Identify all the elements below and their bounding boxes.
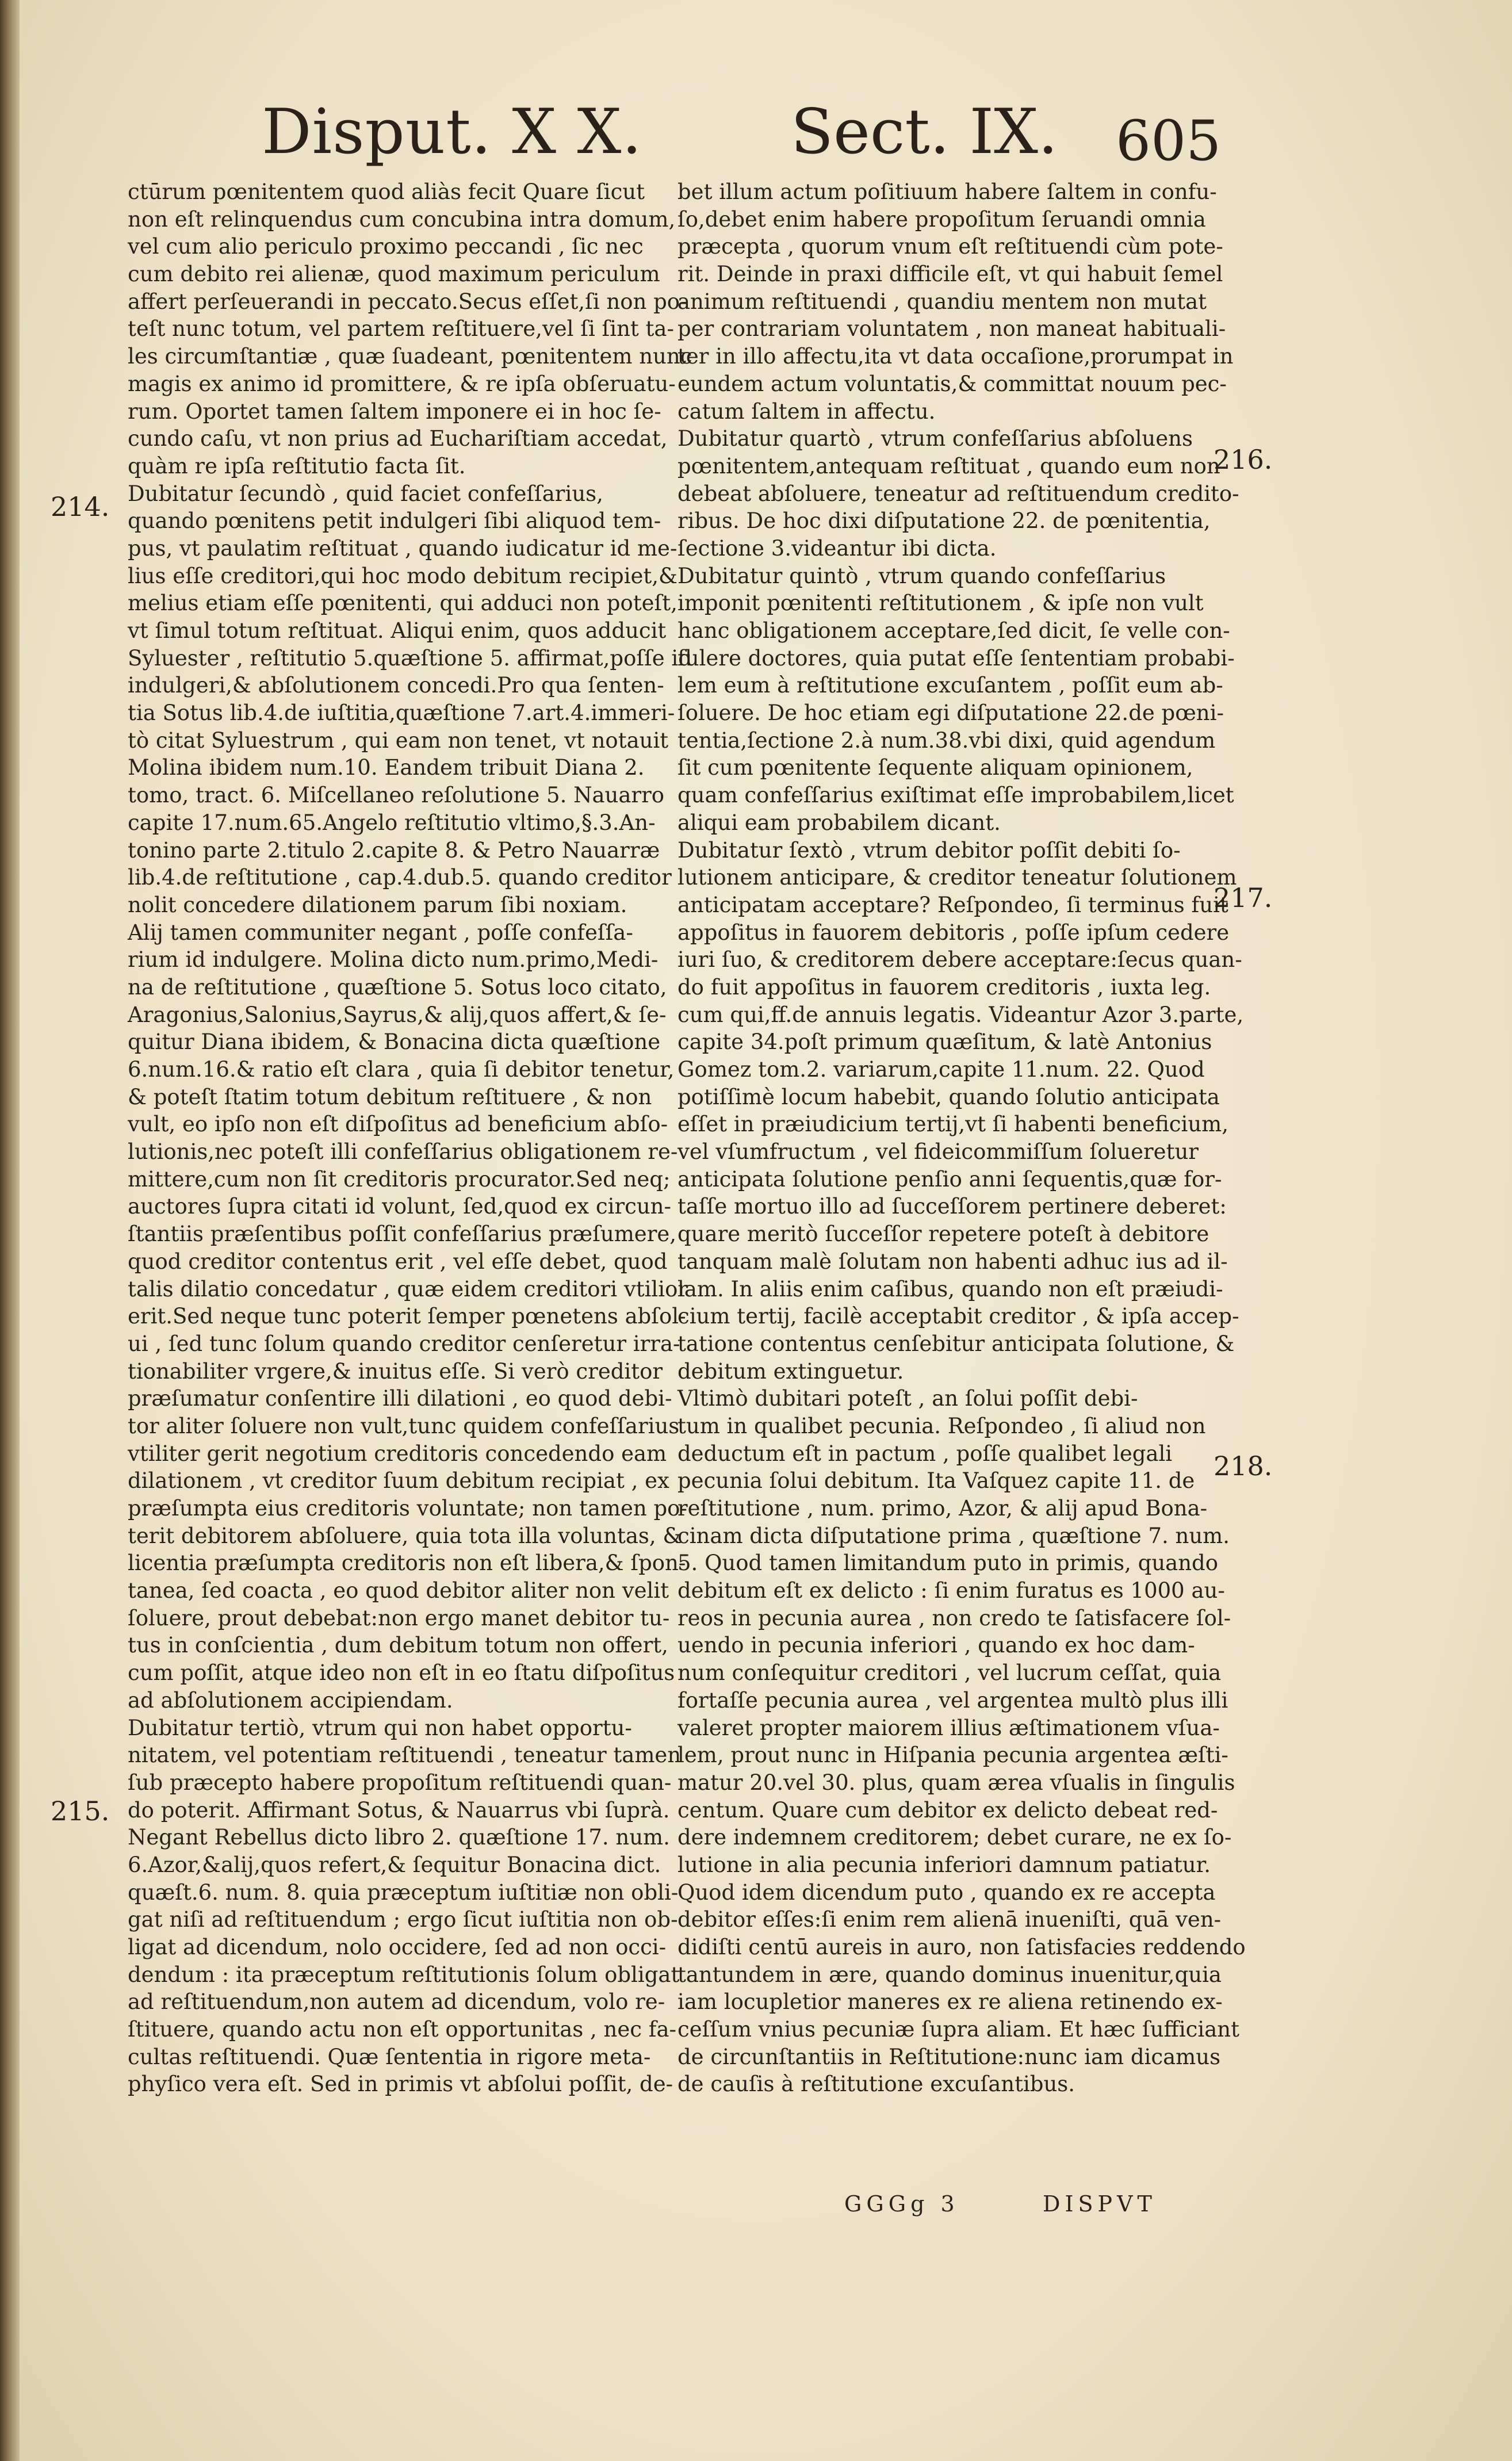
text-line: uendo in pecunia inferiori , quando ex hoc dam- (677, 1633, 1195, 1658)
text-line: vult, eo ipſo non eſt diſpoſitus ad beneficium abſo- (128, 1112, 668, 1137)
text-line: fortaſſe pecunia aurea , vel argentea multò plus illi (677, 1687, 1228, 1713)
text-line: ceſſum vnius pecuniæ ſupra aliam. Et hæc ſufficiant (677, 2017, 1239, 2042)
text-line: præſumatur conſentire illi dilationi , eo quod debi- (128, 1386, 672, 1411)
text-line: ſoluere. De hoc etiam egi diſputatione 22.de pœni- (677, 701, 1224, 726)
text-line: lib.4.de reſtitutione , cap.4.dub.5. quando creditor (128, 865, 672, 890)
margin-number-218: 218. (1214, 1450, 1273, 1482)
text-line: tentia,ſectione 2.à num.38.vbi dixi, quid agendum (677, 728, 1216, 753)
text-line: tum in qualibet pecunia. Reſpondeo , ſi aliud non (677, 1413, 1206, 1438)
text-line: rium id indulgere. Molina dicto num.primo,Medi- (128, 947, 659, 973)
text-line: tus in conſcientia , dum debitum totum non offert, (128, 1633, 668, 1658)
text-line: talis dilatio concedatur , quæ eidem creditori vtilior (128, 1276, 688, 1302)
running-head-disputation: Disput. X X. (262, 96, 642, 168)
text-line: Dubitatur ſecundò , quid faciet confeſſarius, (128, 481, 603, 506)
text-line: vtiliter gerit negotium creditoris concedendo eam (128, 1441, 667, 1466)
text-line: terit debitorem abſoluere, quia tota illa voluntas, & (128, 1523, 682, 1548)
text-line: melius etiam eſſe pœnitenti, qui adduci non poteſt, (128, 591, 677, 616)
text-line: bet illum actum poſitiuum habere ſaltem in confu- (677, 179, 1217, 204)
signature-mark: GGGg 3 (844, 2191, 959, 2217)
text-line: non eſt relinquendus cum concubina intra domum, (128, 206, 676, 232)
text-line: debeat abſoluere, teneatur ad reſtituendum credito- (677, 481, 1239, 506)
text-line: didiſti centū aureis in auro, non ſatisfacies reddendo (677, 1935, 1246, 1959)
text-line: taſſe mortuo illo ad ſucceſſorem pertinere deberet: (677, 1194, 1227, 1219)
text-line: rum. Oportet tamen ſaltem imponere ei in hoc ſe- (128, 399, 661, 424)
text-line: rit. Deinde in praxi difficile eſt, vt qui habuit ſemel (677, 262, 1223, 287)
text-line: teſt nunc totum, vel partem reſtituere,vel ſi ſint ta- (128, 316, 674, 342)
text-line: Alij tamen communiter negant , poſſe confeſſa- (128, 920, 633, 945)
text-line: auctores ſupra citati id volunt, ſed,quod ex circun- (128, 1194, 672, 1219)
text-line: num conſequitur creditori , vel lucrum ceſſat, quia (677, 1660, 1222, 1686)
text-line: nolit concedere dilationem parum ſibi noxiam. (128, 892, 627, 917)
text-line: appoſitus in fauorem debitoris , poſſe ipſum cedere (677, 920, 1230, 945)
text-line: deductum eſt in pactum , poſſe qualibet legali (677, 1441, 1173, 1466)
text-line: debitum eſt ex delicto : ſi enim furatus es 1000 au- (677, 1578, 1225, 1603)
text-line: debitor eſſes:ſi enim rem alienā inueniſti, quā ven- (677, 1907, 1222, 1932)
text-line: cundo caſu, vt non prius ad Euchariſtiam accedat, (128, 426, 668, 451)
text-line: lutione in alia pecunia inferiori damnum patiatur. (677, 1852, 1211, 1877)
catchword: DISPVT (1043, 2191, 1157, 2217)
text-line: affert perſeuerandi in peccato.Secus eſſet,ſi non po- (128, 289, 687, 314)
page-number: 605 (1116, 109, 1222, 173)
margin-number-216: 216. (1214, 444, 1273, 475)
text-line: mittere,cum non ſit creditoris procurator.Sed neq; (128, 1166, 671, 1192)
text-line: ſtituere, quando actu non eſt opportunitas , nec fa- (128, 2017, 677, 2042)
text-line: cum qui,ff.de annuis legatis. Videantur Azor 3.parte, (677, 1002, 1244, 1027)
text-line: quando pœnitens petit indulgeri ſibi aliquod tem- (128, 508, 661, 534)
text-line: ribus. De hoc dixi diſputatione 22. de pœnitentia, (677, 508, 1211, 534)
text-line: tantundem in ære, quando dominus inuenitur,quia (677, 1962, 1222, 1987)
text-line: Dubitatur quintò , vtrum quando confeſſarius (677, 563, 1166, 588)
text-line: Molina ibidem num.10. Eandem tribuit Diana 2. (128, 755, 645, 780)
text-line: Syluester , reſtitutio 5.quæſtione 5. affirmat,poſſe id (128, 645, 692, 671)
text-line: Dubitatur tertiò, vtrum qui non habet opportu- (128, 1715, 632, 1740)
text-line: ſit cum pœnitente ſequente aliquam opinionem, (677, 755, 1193, 780)
text-line: ſo,debet enim habere propoſitum ſeruandi omnia (677, 206, 1206, 232)
text-line: potiſſimè locum habebit, quando ſolutio anticipata (677, 1084, 1220, 1109)
text-line: quitur Diana ibidem, & Bonacina dicta quæſtione (128, 1029, 661, 1055)
text-line: iam locupletior maneres ex re aliena retinendo ex- (677, 1989, 1223, 2015)
text-line: dendum : ita præceptum reſtitutionis ſolum obligat (128, 1962, 680, 1987)
text-line: tatione contentus cenſebitur anticipata ſolutione, & (677, 1331, 1235, 1356)
text-line: tò citat Syluestrum , qui eam non tenet, vt notauit (128, 728, 669, 753)
margin-number-214: 214. (51, 491, 110, 522)
text-line: ſub præcepto habere propoſitum reſtituendi quan- (128, 1770, 672, 1795)
text-line: ad abſolutionem accipiendam. (128, 1687, 453, 1713)
text-line: valeret propter maiorem illius æſtimationem vſua- (677, 1715, 1220, 1740)
text-line: tionabiliter vrgere,& inuitus eſſe. Si verò creditor (128, 1358, 663, 1384)
text-line: ligat ad dicendum, nolo occidere, ſed ad non occi- (128, 1935, 667, 1959)
text-line: eundem actum voluntatis,& committat nouum pec- (677, 371, 1227, 396)
text-line: eſſet in præiudicium tertij,vt ſi habenti beneficium, (677, 1112, 1228, 1137)
text-line: pecunia ſolui debitum. Ita Vaſquez capite 11. de (677, 1468, 1195, 1494)
text-line: capite 17.num.65.Angelo reſtitutio vltimo,§.3.An- (128, 810, 656, 835)
text-line: quam confeſſarius exiſtimat eſſe improbabilem,licet (677, 783, 1234, 808)
text-line: vel vſumfructum , vel fideicommiſſum ſolueretur (677, 1139, 1199, 1165)
text-line: præſumpta eius creditoris voluntate; non tamen po- (128, 1496, 687, 1521)
text-line: vt ſimul totum reſtituat. Aliqui enim, quos adducit (128, 618, 667, 643)
text-line: reſtitutione , num. primo, Azor, & alij apud Bona- (677, 1496, 1208, 1521)
text-line: 6.Azor,&alij,quos refert,& ſequitur Bonacina dict. (128, 1852, 661, 1877)
text-line: ſtantiis præſentibus poſſit confeſſarius præſumere, (128, 1222, 677, 1247)
text-line: phyſico vera eſt. Sed in primis vt abſolui poſſit, de- (128, 2072, 673, 2097)
text-line: erit.Sed neque tunc poterit ſemper pœnetens abſol- (128, 1304, 686, 1329)
text-line: debitum extinguetur. (677, 1358, 904, 1384)
left-text-column (128, 178, 692, 2098)
text-line: lius eſſe creditori,qui hoc modo debitum recipiet,& (128, 563, 677, 588)
text-line: iuri ſuo, & creditorem debere acceptare:ſecus quan- (677, 947, 1242, 973)
text-line: Vltimò dubitari poteſt , an ſolui poſſit debi- (677, 1386, 1138, 1411)
text-line: cinam dicta diſputatione prima , quæſtione 7. num. (677, 1523, 1230, 1548)
binding-gutter (0, 0, 20, 2461)
text-line: ctūrum pœnitentem quod aliàs fecit Quare ſicut (128, 179, 645, 204)
text-line: Gomez tom.2. variarum,capite 11.num. 22. Quod (677, 1057, 1205, 1082)
text-line: reos in pecunia aurea , non credo te ſatisfacere ſol- (677, 1605, 1231, 1631)
text-line: magis ex animo id promittere, & re ipſa obſeruatu- (128, 371, 676, 396)
text-line: pus, vt paulatim reſtituat , quando iudicatur id me- (128, 535, 677, 561)
running-head-section: Sect. IX. (791, 96, 1058, 168)
text-line: les circumſtantiæ , quæ ſuadeant, pœnitentem nunc (128, 344, 692, 369)
text-line: lutionis,nec poteſt illi confeſſarius obligationem re- (128, 1139, 678, 1165)
text-line: Dubitatur quartò , vtrum confeſſarius abſoluens (677, 426, 1193, 451)
text-line: lutionem anticipare, & creditor teneatur ſolutionem (677, 865, 1237, 890)
text-line: quod creditor contentus erit , vel eſſe debet, quod (128, 1249, 668, 1274)
text-line: cium tertij, facilè acceptabit creditor , & ipſa accep- (677, 1304, 1239, 1329)
text-line: aliqui eam probabilem dicant. (677, 810, 1001, 835)
text-line: indulgeri,& abſolutionem concedi.Pro qua ſenten- (128, 673, 664, 698)
text-line: ad reſtituendum,non autem ad dicendum, volo re- (128, 1989, 665, 2015)
text-line: cum debito rei alienæ, quod maximum periculum (128, 262, 660, 287)
text-line: imponit pœnitenti reſtitutionem , & ipſe non vult (677, 591, 1204, 616)
text-line: Negant Rebellus dicto libro 2. quæſtione 17. num. (128, 1825, 670, 1850)
text-line: per contrariam voluntatem , non maneat habituali- (677, 316, 1226, 342)
text-line: tanea, ſed coacta , eo quod debitor aliter non velit (128, 1578, 669, 1603)
text-line: vel cum alio periculo proximo peccandi , ſic nec (128, 234, 644, 259)
text-line: centum. Quare cum debitor ex delicto debeat red- (677, 1797, 1218, 1823)
text-line: ſulere doctores, quia putat eſſe ſententiam probabi- (677, 645, 1235, 671)
text-line: cum poſſit, atque ideo non eſt in eo ſtatu diſpoſitus (128, 1660, 675, 1686)
text-line: de cauſis à reſtitutione excuſantibus. (677, 2072, 1075, 2097)
text-line: cultas reſtituendi. Quæ ſententia in rigore meta- (128, 2044, 651, 2069)
text-line: matur 20.vel 30. plus, quam ærea vſualis in ſingulis (677, 1770, 1235, 1795)
text-line: anticipata ſolutione penſio anni ſequentis,quæ for- (677, 1166, 1222, 1192)
text-line: præcepta , quorum vnum eſt reſtituendi cùm pote- (677, 234, 1223, 259)
text-line: do poterit. Affirmant Sotus, & Nauarrus vbi ſuprà. (128, 1797, 670, 1823)
text-line: nitatem, vel potentiam reſtituendi , teneatur tamen (128, 1743, 682, 1768)
text-line: animum reſtituendi , quandiu mentem non mutat (677, 289, 1207, 314)
text-line: do fuit appoſitus in fauorem creditoris , iuxta leg. (677, 974, 1211, 1000)
text-line: hanc obligationem acceptare,ſed dicit, ſe velle con- (677, 618, 1230, 643)
margin-number-215: 215. (51, 1796, 110, 1827)
text-line: ſoluere, prout debebat:non ergo manet debitor tu- (128, 1605, 670, 1631)
text-line: quàm re ipſa reſtitutio facta ſit. (128, 453, 466, 479)
text-line: Quod idem dicendum puto , quando ex re accepta (677, 1880, 1216, 1905)
text-line: dere indemnem creditorem; debet curare, ne ex ſo- (677, 1825, 1232, 1850)
text-line: capite 34.poſt primum quæſitum, & latè Antonius (677, 1029, 1212, 1055)
text-line: ter in illo affectu,ita vt data occaſione,prorumpat in (677, 344, 1234, 369)
text-line: pœnitentem,antequam reſtituat , quando eum non (677, 453, 1220, 479)
text-line: dilationem , vt creditor ſuum debitum recipiat , ex (128, 1468, 669, 1494)
text-line: na de reſtitutione , quæſtione 5. Sotus loco citato, (128, 974, 667, 1000)
text-line: & poteſt ſtatim totum debitum reſtituere , & non (128, 1084, 652, 1109)
text-line: tor aliter ſoluere non vult,tunc quidem confeſſarius (128, 1413, 680, 1438)
text-line: gat niſi ad reſtituendum ; ergo ſicut iuſtitia non ob- (128, 1907, 678, 1932)
text-line: catum ſaltem in affectu. (677, 399, 936, 424)
text-line: quare meritò ſucceſſor repetere poteſt à debitore (677, 1222, 1209, 1247)
text-line: de circunſtantiis in Reſtitutione:nunc iam dicamus (677, 2044, 1221, 2069)
text-line: 5. Quod tamen limitandum puto in primis, quando (677, 1551, 1218, 1576)
text-line: 6.num.16.& ratio eſt clara , quia ſi debitor tenetur, (128, 1057, 675, 1082)
text-line: lem, prout nunc in Hiſpania pecunia argentea æſti- (677, 1743, 1228, 1768)
text-line: ſectione 3.videantur ibi dicta. (677, 535, 997, 561)
text-line: lam. In aliis enim caſibus, quando non eſt præiudi- (677, 1276, 1223, 1302)
text-line: quæſt.6. num. 8. quia præceptum iuſtitiæ non obli- (128, 1880, 679, 1905)
text-line: licentia præſumpta creditoris non eſt libera,& ſpon- (128, 1551, 686, 1576)
text-line: tia Sotus lib.4.de iuſtitia,quæſtione 7.art.4.immeri- (128, 701, 675, 726)
margin-number-217: 217. (1214, 882, 1273, 913)
text-line: Dubitatur ſextò , vtrum debitor poſſit debiti ſo- (677, 837, 1181, 863)
text-line: tanquam malè ſolutam non habenti adhuc ius ad il- (677, 1249, 1228, 1274)
text-line: tonino parte 2.titulo 2.capite 8. & Petro Nauarræ (128, 837, 660, 863)
text-line: ui , ſed tunc ſolum quando creditor cenſeretur irra- (128, 1331, 680, 1356)
text-line: anticipatam acceptare? Reſpondeo, ſi terminus fuit (677, 892, 1228, 917)
text-line: lem eum à reſtitutione excuſantem , poſſit eum ab- (677, 673, 1223, 698)
text-line: tomo, tract. 6. Miſcellaneo reſolutione 5. Nauarro (128, 783, 665, 808)
text-line: Aragonius,Salonius,Sayrus,& alij,quos affert,& ſe- (128, 1002, 667, 1027)
